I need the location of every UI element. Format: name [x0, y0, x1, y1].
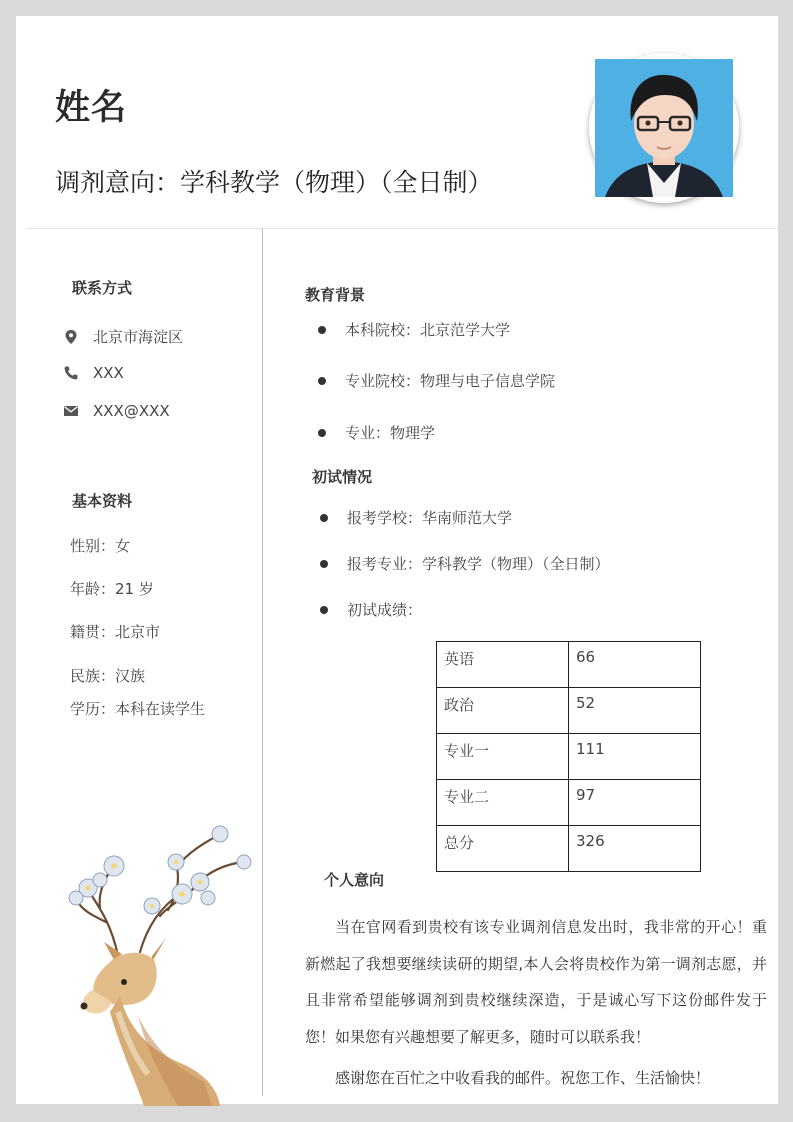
basic-gender: 性别：女	[70, 537, 131, 555]
table-row	[437, 734, 701, 780]
portrait-photo	[595, 59, 733, 197]
score-cell: 326	[569, 826, 701, 872]
education-title: 教育背景	[305, 286, 366, 304]
bullet-dot	[318, 326, 326, 334]
personal-title: 个人意向	[324, 871, 385, 889]
adjustment-intent: 调剂意向：学科教学（物理）（全日制）	[55, 168, 493, 197]
subject-cell: 政治	[437, 688, 569, 734]
table-row	[437, 688, 701, 734]
contact-address-text: 北京市海淀区	[93, 328, 184, 346]
resume-page	[16, 16, 778, 1104]
avatar	[589, 53, 739, 203]
score-table	[436, 641, 701, 872]
score-cell: 66	[569, 642, 701, 688]
basic-education: 学历：本科在读学生	[70, 700, 206, 718]
mail-icon	[63, 403, 79, 419]
table-row	[437, 826, 701, 872]
basic-education-cut	[70, 696, 250, 718]
deer-illustration	[48, 786, 268, 1106]
resume-name: 姓名	[55, 88, 128, 128]
subject-cell: 英语	[437, 642, 569, 688]
table-row	[437, 780, 701, 826]
score-cell: 52	[569, 688, 701, 734]
exam-title: 初试情况	[312, 468, 373, 486]
contact-phone	[63, 364, 124, 382]
score-cell: 111	[569, 734, 701, 780]
education-item-school	[318, 319, 510, 340]
exam-item-text: 报考专业：学科教学（物理）（全日制）	[347, 555, 610, 573]
basic-info-title: 基本资料	[72, 492, 133, 510]
bullet-dot	[318, 377, 326, 385]
basic-age: 年龄：21 岁	[70, 580, 154, 598]
score-cell: 97	[569, 780, 701, 826]
education-item-major	[318, 422, 435, 443]
subject-cell: 专业二	[437, 780, 569, 826]
basic-ethnicity: 民族：汉族	[70, 667, 146, 685]
subject-cell: 总分	[437, 826, 569, 872]
exam-item-text: 初试成绩：	[347, 601, 423, 619]
phone-icon	[63, 365, 79, 381]
contact-email-text: XXX@XXX	[93, 402, 170, 420]
contact-phone-text: XXX	[93, 364, 124, 382]
exam-item-major	[320, 553, 610, 574]
personal-paragraph-2: 感谢您在百忙之中收看我的邮件。祝您工作、生活愉快！	[335, 1069, 711, 1087]
basic-hometown: 籍贯：北京市	[70, 623, 161, 641]
education-item-text: 本科院校：北京范学大学	[345, 321, 511, 339]
table-row	[437, 642, 701, 688]
personal-paragraph-1: 当在官网看到贵校有该专业调剂信息发出时，我非常的开心！重新燃起了我想要继续读研的期望,本人会将贵校作为第一调剂志愿，并且非常希望能够调剂到贵校继续深造，于是诚心写下这份邮件发于您！如果您有兴趣想要了解更多，随时可以联系我！	[305, 918, 767, 1046]
contact-address	[63, 326, 183, 347]
bullet-dot	[318, 429, 326, 437]
contact-email	[63, 402, 170, 420]
bullet-dot	[320, 560, 328, 568]
exam-item-text: 报考学校：华南师范大学	[347, 509, 513, 527]
exam-item-school	[320, 507, 512, 528]
education-item-college	[318, 370, 555, 391]
bullet-dot	[320, 606, 328, 614]
contact-title: 联系方式	[72, 279, 133, 297]
bullet-dot	[320, 514, 328, 522]
education-item-text: 专业：物理学	[345, 424, 436, 442]
location-icon	[63, 329, 79, 345]
education-item-text: 专业院校：物理与电子信息学院	[345, 372, 556, 390]
exam-item-score	[320, 599, 422, 620]
subject-cell: 专业一	[437, 734, 569, 780]
header-divider	[28, 228, 778, 229]
